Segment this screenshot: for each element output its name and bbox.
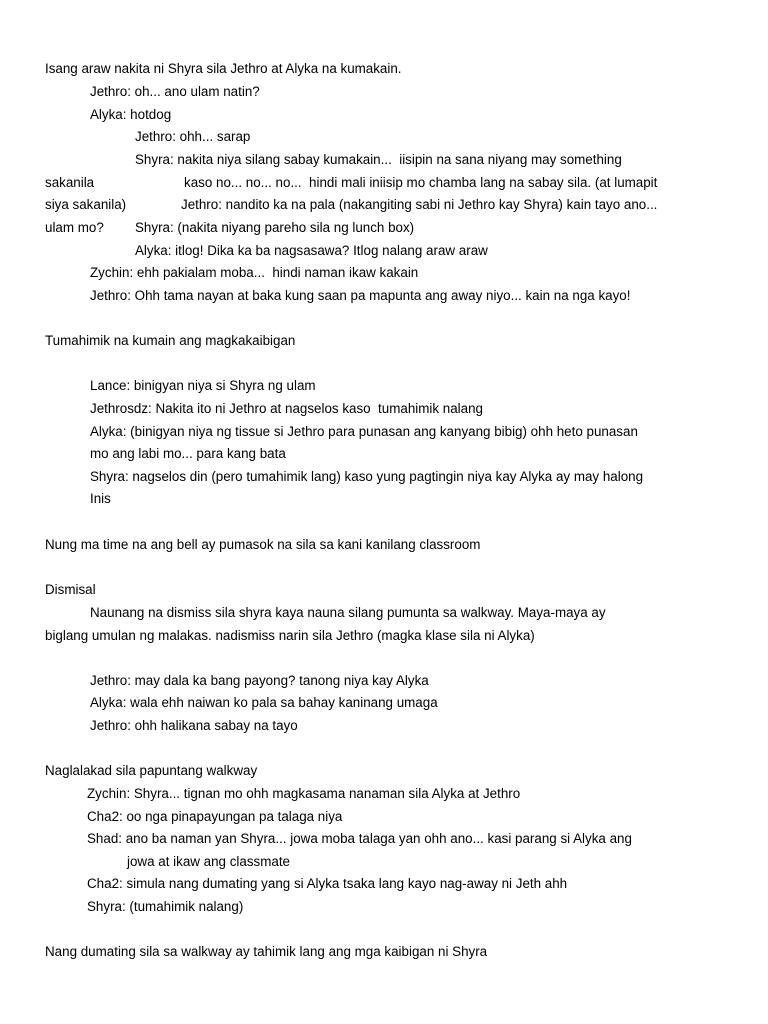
dialogue-line: kaso no... no... no... hindi mali iniisip mo chamba lang na sabay sila. (at lumapit: [184, 175, 658, 190]
dialogue-line: Alyka: (binigyan niya ng tissue si Jethro para punasan ang kanyang bibig) ohh heto punasan: [90, 424, 638, 439]
dialogue-line: Jethro: Ohh tama nayan at baka kung saan pa mapunta ang away niyo... kain na nga kayo!: [90, 288, 631, 303]
dialogue-line: Zychin: Shyra... tignan mo ohh magkasama nanaman sila Alyka at Jethro: [87, 786, 521, 801]
dialogue-line: sakanila: [45, 175, 95, 190]
dialogue-line: mo ang labi mo... para kang bata: [90, 446, 286, 461]
narration-line: Nang dumating sila sa walkway ay tahimik lang ang mga kaibigan ni Shyra: [45, 944, 488, 959]
dialogue-line: Zychin: ehh pakialam moba... hindi naman ikaw kakain: [90, 265, 419, 280]
dialogue-line: siya sakanila): [45, 197, 127, 212]
narration-line: Naunang na dismiss sila shyra kaya nauna silang pumunta sa walkway. Maya-maya ay: [90, 605, 606, 620]
dialogue-line: Shyra: nakita niya silang sabay kumakain... iisipin na sana niyang may something: [135, 152, 622, 167]
dialogue-line: Jethro: ohh... sarap: [135, 129, 251, 144]
dialogue-line: Jethro: nandito ka na pala (nakangiting sabi ni Jethro kay Shyra) kain tayo ano...: [181, 197, 658, 212]
dialogue-line: Jethro: may dala ka bang payong? tanong niya kay Alyka: [90, 673, 429, 688]
dialogue-line: Shad: ano ba naman yan Shyra... jowa moba talaga yan ohh ano... kasi parang si Alyka ang: [87, 831, 632, 846]
narration-line: Naglalakad sila papuntang walkway: [45, 763, 258, 778]
dialogue-line: Inis: [90, 491, 111, 506]
narration-line: Nung ma time na ang bell ay pumasok na sila sa kani kanilang classroom: [45, 537, 481, 552]
dialogue-line: Jethro: oh... ano ulam natin?: [90, 84, 260, 99]
narration-line: Tumahimik na kumain ang magkakaibigan: [45, 333, 296, 348]
dialogue-line: Lance: binigyan niya si Shyra ng ulam: [90, 378, 316, 393]
dialogue-line: Cha2: oo nga pinapayungan pa talaga niya: [87, 809, 343, 824]
dialogue-line: Jethro: ohh halikana sabay na tayo: [90, 718, 298, 733]
dialogue-line: Alyka: wala ehh naiwan ko pala sa bahay kaninang umaga: [90, 695, 438, 710]
dialogue-line: jowa at ikaw ang classmate: [127, 854, 290, 869]
dialogue-line: Shyra: (tumahimik nalang): [87, 899, 244, 914]
narration-line: biglang umulan ng malakas. nadismiss narin sila Jethro (magka klase sila ni Alyka): [45, 628, 535, 643]
dialogue-line: ulam mo?: [45, 220, 104, 235]
dialogue-line: Alyka: hotdog: [90, 107, 172, 122]
dialogue-line: Jethrosdz: Nakita ito ni Jethro at nagselos kaso tumahimik nalang: [90, 401, 483, 416]
narration-line: Isang araw nakita ni Shyra sila Jethro at Alyka na kumakain.: [45, 61, 402, 76]
dialogue-line: Shyra: (nakita niyang pareho sila ng lunch box): [135, 220, 415, 235]
dialogue-line: Shyra: nagselos din (pero tumahimik lang) kaso yung pagtingin niya kay Alyka ay may halong: [90, 469, 644, 484]
section-heading: Dismisal: [45, 582, 96, 597]
dialogue-line: Cha2: simula nang dumating yang si Alyka tsaka lang kayo nag-away ni Jeth ahh: [87, 876, 568, 891]
dialogue-line: Alyka: itlog! Dika ka ba nagsasawa? Itlog nalang araw araw: [135, 243, 488, 258]
